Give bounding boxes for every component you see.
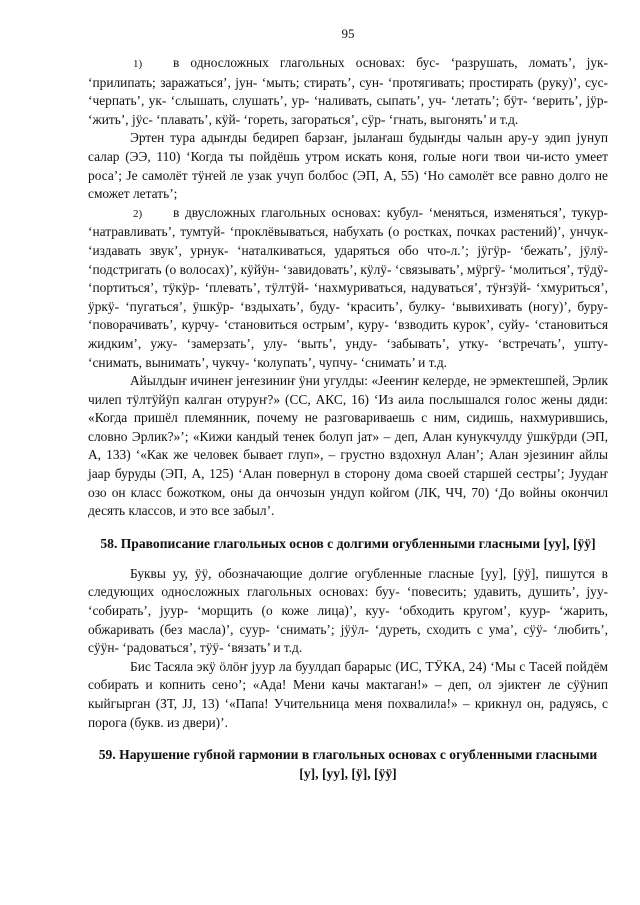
list-number: 1) bbox=[133, 58, 143, 70]
page-number: 95 bbox=[341, 26, 355, 41]
section-58-heading: 58. Правописание глагольных основ с долгими огубленными гласными [уу], [ӱӱ] bbox=[100, 535, 596, 551]
example-paragraph-2: Айылдыҥ ичинеҥ јеҥезиниҥ ӱни угулды: «Јееҥиҥ келерде, не эрмектешпей, Эрлик чилеп тӱлтӱйӱп калган отуруҥ?» (СС, АКС, 16) ‘Из аила послышался голос жены дяди: «Когда пришёл племянник, почему не разговариваешь с ним, сидишь, нахмурившись, словно Эрлик?»’; «Кижи кандый тенек болуп јат» – деп, Алан кунукчулду ӱшкӱрди (ЭП, А, 133) ‘«Как же человек бывает глуп», – грустно вздохнул Алан’; Алан эјезиниҥ айлы јаар буруды (ЭП, А, 125) ‘Алан повернул в сторону дома своей старшей сестры’; Јуудаҥ озо он класс божотком, оны да ончозын ундуп койгом (ЛК, ЧЧ, 70) ‘До войны окончил десять классов, и это все забыл’. bbox=[88, 373, 608, 519]
list-item-1 bbox=[88, 54, 608, 129]
list-item-text: в двусложных глагольных основах: кубул- ‘меняться, изменяться’, тукур- ‘натравливать’, тумтуй- ‘проклёвываться, набухать (о ростках, почках растений)’, унчук- ‘издавать звук’, урнук- ‘наталкиваться, ударяться обо что-л.’; јӱгӱр- ‘бежать’, јӱлӱ- ‘подстригать (о волосах)’, кӱйӱн- ‘завидовать’, кӱлӱ- ‘связывать’, мӱргӱ- ‘молиться’, тӱдӱ- ‘портиться’, тӱкӱр- ‘плевать’, тӱлтӱй- ‘нахмуриваться, надуваться’, тӱҥзӱй- ‘хмуриться’, ӱркӱ- ‘пугаться’, ӱшкӱр- ‘вздыхать’, буду- ‘красить’, булку- ‘вывихивать (ногу)’, буру- ‘поворачивать’, курчу- ‘становиться острым’, куру- ‘взводить курок’, суйу- ‘становиться жидким’, ужу- ‘замерзать’, улу- ‘выть’, унду- ‘забывать’, утку- ‘встречать’, ушту- ‘снимать, вынимать’, чукчу- ‘колупать’, чупчу- ‘снимать’ и т.д. bbox=[88, 204, 608, 370]
list-item-text: в односложных глагольных основах: бус- ‘разрушать, ломать’, јук- ‘прилипать; заражаться’, јун- ‘мыть; стирать’, сун- ‘протягивать; простирать (руку)’, сус- ‘черпать’, ук- ‘слышать, слушать’, ур- ‘наливать, сыпать’, уч- ‘летать’; бӱт- ‘верить’, јӱр- ‘жить’, јӱс- ‘плавать’, кӱй- ‘гореть, загораться’, сӱр- ‘гнать, выгонять’ и т.д. bbox=[88, 55, 608, 127]
list-number: 2) bbox=[133, 207, 143, 220]
section-58-paragraph: Буквы уу, ӱӱ, обозначающие долгие огубленные гласные [уу], [ӱӱ], пишутся в следующих односложных глагольных основах: буу- ‘повесить; удавить, душить’, јуу- ‘собирать’, јуур- ‘морщить (о коже лица)’, куу- ‘обходить кругом’, куур- ‘жарить, обжаривать (без масла)’, суур- ‘снимать’; јӱӱл- ‘дуреть, сходить с ума’, сӱӱ- ‘любить’, сӱӱн- ‘радоваться’, тӱӱ- ‘вязать’ и т.д. bbox=[88, 565, 608, 656]
example-paragraph-1: Эртен тура адыҥды бедиреп барзаҥ, јылаҥаш будыҥды чалын ару-у эдип јунуп салар (ЭЭ, 110) ‘Когда ты пойдёшь утром искать коня, голые ноги твои чи-исто умеет роса’; Je самолёт тӱҥей ле узак учуп болбос (ЭП, А, 55) ‘Но самолёт все равно долго не сможет летать’; bbox=[88, 130, 608, 202]
section-59-heading: 59. Нарушение губной гармонии в глагольных основах с огубленными гласными [у], [уу], [ӱ], [ӱӱ] bbox=[98, 747, 598, 782]
section-58-example: Бис Тасяла экӱ ӧлӧҥ јуур ла буулдап барарыс (ИС, ТӰКА, 24) ‘Мы с Тасей пойдём собирать и копнить сено’; «Ада! Мени качы мактаган!» – деп, ол эјиктеҥ ле сӱӱнип кыйгырган (ЗТ, JJ, 13) ‘«Папа! Учительница меня похвалила!» – крикнул он, радуясь, с порога (букв. из двери)’. bbox=[88, 658, 608, 730]
list-item-2 bbox=[88, 204, 608, 372]
page bbox=[88, 26, 608, 795]
